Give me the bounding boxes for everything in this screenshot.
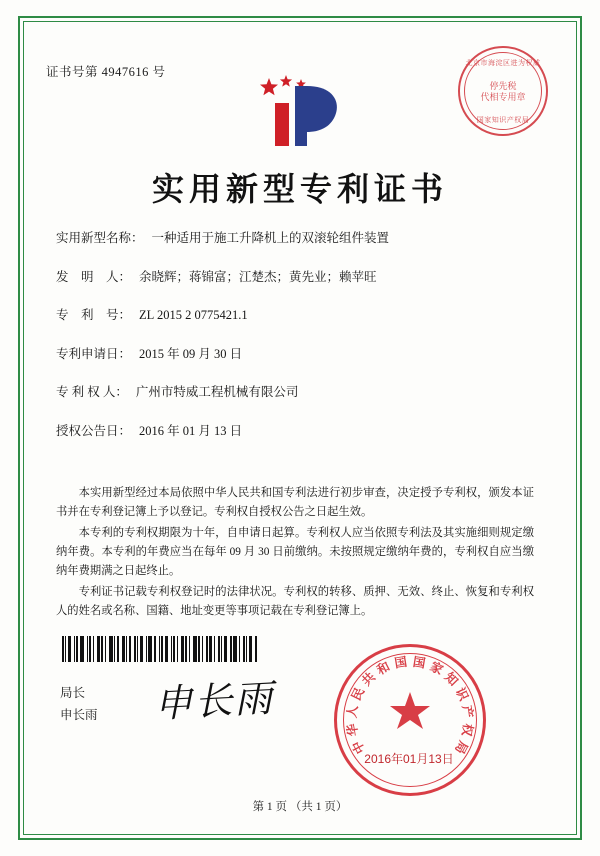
barcode-bar — [87, 636, 88, 662]
barcode-bar — [109, 636, 113, 662]
director-name: 申长雨 — [60, 708, 98, 722]
barcode-bar — [68, 636, 71, 662]
barcode-bar — [233, 636, 237, 662]
barcode-bar — [114, 636, 115, 662]
barcode-bar — [198, 636, 200, 662]
barcode-bar — [177, 636, 178, 662]
field-label: 专 利 号： — [56, 308, 132, 322]
field-row — [56, 230, 526, 246]
barcode-bar — [171, 636, 172, 662]
seal-arc-char: 局 — [452, 738, 471, 757]
barcode-bar — [165, 636, 168, 662]
barcode-bar — [101, 636, 103, 662]
field-value: 2016 年 01 月 13 日 — [139, 423, 243, 438]
field-value: ZL 2015 2 0775421.1 — [139, 308, 248, 322]
barcode-bar — [148, 636, 152, 662]
handwritten-signature: 申长雨 — [153, 677, 276, 727]
seal-arc-char: 民 — [349, 685, 368, 703]
fields-list — [56, 230, 526, 461]
barcode-bar — [209, 636, 212, 662]
barcode-bar — [239, 636, 240, 662]
barcode-bar — [243, 636, 245, 662]
field-value: 2015 年 09 月 30 日 — [139, 346, 243, 361]
barcode-bar — [126, 636, 127, 662]
seal-arc-char: 国 — [411, 654, 427, 671]
field-label: 发 明 人： — [56, 269, 132, 284]
seal-arc-char: 人 — [344, 704, 361, 719]
seal-arc-char: 中 — [349, 738, 368, 757]
field-row — [56, 307, 526, 323]
barcode-bar — [137, 636, 138, 662]
field-row — [56, 423, 526, 439]
signature-block — [60, 682, 98, 726]
barcode-bar — [74, 636, 75, 662]
seal-arc-char: 产 — [459, 704, 476, 719]
barcode-bar — [105, 636, 106, 662]
barcode-bar — [246, 636, 247, 662]
barcode-bar — [140, 636, 143, 662]
legal-paragraphs — [56, 484, 534, 623]
barcode-bar — [129, 636, 131, 662]
barcode-bar — [224, 636, 227, 662]
barcode-bar — [89, 636, 91, 662]
certificate-number: 证书号第 4947616 号 — [46, 65, 166, 79]
barcode-bar — [185, 636, 187, 662]
page-footer: 第 1 页 （共 1 页） — [252, 801, 348, 813]
barcode-bar — [80, 636, 84, 662]
paragraph: 专利证书记载专利权登记时的法律状况。专利权的转移、质押、无效、终止、恢复和专利权人的姓名或名称、国籍、地址变更等事项记载在专利登记簿上。 — [56, 586, 534, 617]
barcode-bar — [173, 636, 175, 662]
page-title: 实用新型专利证书 — [151, 171, 448, 207]
barcode-bar — [76, 636, 78, 662]
seal-arc-char: 国 — [393, 654, 409, 671]
barcode-bar — [117, 636, 119, 662]
barcode-bar — [65, 636, 66, 662]
barcode-bar — [62, 636, 64, 662]
barcode-bar — [159, 636, 160, 662]
field-row — [56, 384, 526, 400]
barcode-bar — [202, 636, 203, 662]
seal-arc-char: 华 — [344, 722, 361, 738]
certificate-content — [34, 32, 566, 824]
seal-arc-char: 识 — [452, 685, 471, 703]
barcode-bar — [189, 636, 190, 662]
paragraph: 本实用新型经过本局依照中华人民共和国专利法进行初步审查，决定授予专利权，颁发本证书并在专利登记簿上予以登记。专利权自授权公告之日起生效。 — [56, 487, 534, 518]
barcode — [62, 636, 258, 662]
barcode-bar — [134, 636, 136, 662]
barcode-bar — [161, 636, 163, 662]
sipo-logo-icon — [34, 68, 566, 154]
barcode-bar — [214, 636, 215, 662]
field-row — [56, 346, 526, 362]
paragraph: 本专利的专利权期限为十年，自申请日起算。专利权人应当依照专利法及其实施细则规定缴纳年费。本专利的年费应当在每年 09 月 30 日前缴纳。未按照规定缴纳年费的，专利权自应当缴纳年费期满之日起终止。 — [56, 527, 534, 577]
field-row — [56, 269, 526, 285]
seal-arc-char: 权 — [459, 722, 476, 738]
field-label: 实用新型名称： — [56, 231, 144, 245]
director-label: 局长 — [60, 686, 86, 700]
field-label: 专利申请日： — [56, 346, 132, 361]
barcode-bar — [230, 636, 232, 662]
barcode-bar — [93, 636, 94, 662]
barcode-bar — [221, 636, 222, 662]
barcode-bar — [193, 636, 197, 662]
barcode-bar — [97, 636, 100, 662]
stamp-arc-bottom-text: 国家知识产权局 — [476, 117, 530, 124]
barcode-bar — [218, 636, 220, 662]
field-label: 专 利 权 人： — [56, 385, 128, 399]
national-seal-icon — [334, 644, 486, 796]
barcode-bar — [122, 636, 125, 662]
seal-arc-char: 共 — [359, 669, 379, 689]
barcode-bar — [154, 636, 156, 662]
barcode-bar — [255, 636, 257, 662]
barcode-bar — [181, 636, 184, 662]
field-label: 授权公告日： — [56, 423, 132, 438]
stamp-arc-top-text: 北京市海淀区进为权威 — [465, 60, 541, 67]
field-value: 一种适用于施工升降机上的双滚轮组件装置 — [151, 231, 390, 245]
seal-arc-char: 知 — [441, 669, 461, 689]
barcode-bar — [146, 636, 147, 662]
field-value: 余晓辉；蒋锦富；江楚杰；黄先业；赖苹旺 — [139, 269, 377, 284]
seal-arc-char: 家 — [427, 659, 446, 678]
seal-arc-char: 和 — [374, 659, 393, 678]
field-value: 广州市特威工程机械有限公司 — [135, 385, 299, 399]
seal-date: 2016年01月13日 — [364, 752, 454, 766]
seal-star-icon — [388, 690, 432, 734]
barcode-bar — [206, 636, 208, 662]
barcode-bar — [249, 636, 252, 662]
stamp-center-line2: 代相专用章 — [480, 92, 526, 102]
stamp-center-line1: 停先税 — [489, 81, 517, 91]
